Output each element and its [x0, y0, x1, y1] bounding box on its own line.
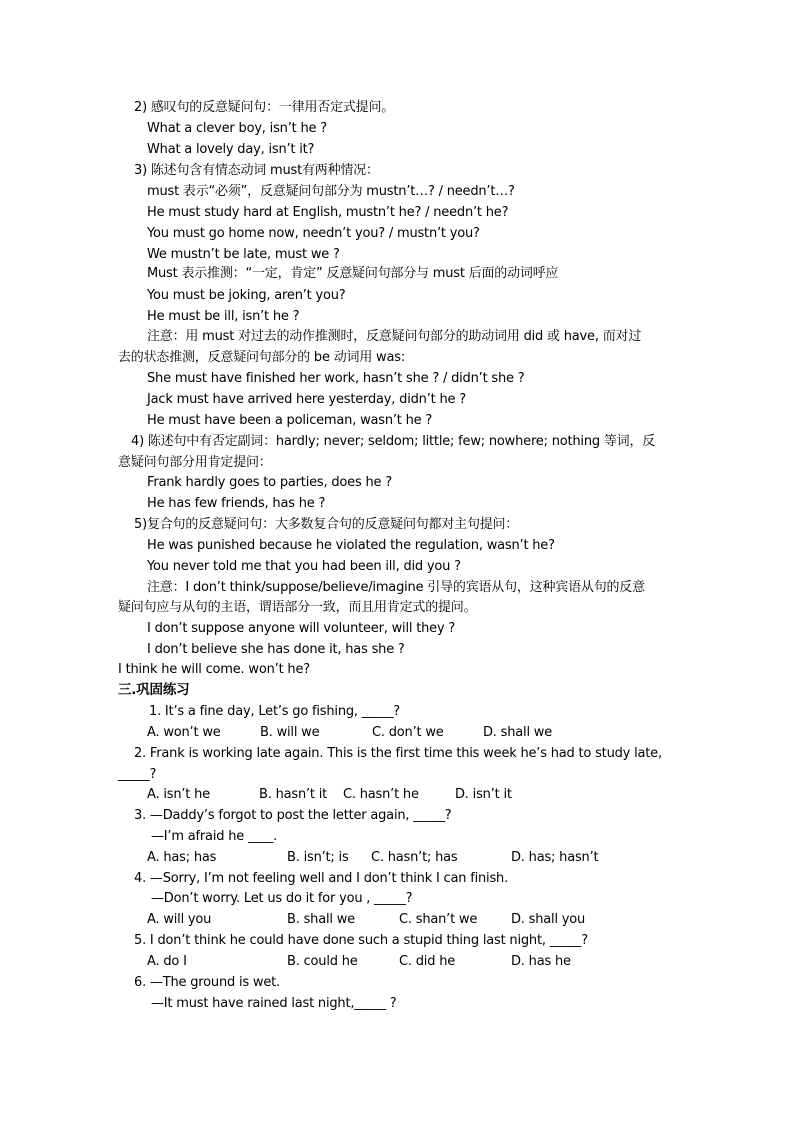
note-text: 去的状态推测，反意疑问句部分的 be 动词用 was: [118, 350, 405, 365]
example-sentence: He must be ill, isn’t he ? [147, 309, 300, 324]
option-b: B. will we [260, 725, 320, 740]
example-sentence: Frank hardly goes to parties, does he ? [147, 475, 392, 490]
option-b: B. hasn’t it [259, 787, 328, 802]
option-a: A. has; has [147, 850, 217, 865]
section-title: 三.巩固练习 [118, 682, 190, 698]
option-d: D. isn’t it [455, 787, 512, 802]
rule-text: Must 表示推测：“一定，肯定” 反意疑问句部分与 must 后面的动词呼应 [147, 266, 559, 281]
example-sentence: I think he will come. won’t he? [118, 662, 310, 677]
question-stem: 6. —The ground is wet. [134, 975, 280, 990]
example-sentence: I don’t suppose anyone will volunteer, will they ? [147, 621, 456, 636]
item-4-heading: 意疑问句部分用肯定提问： [118, 455, 272, 470]
option-a: A. isn’t he [147, 787, 210, 802]
example-sentence: You never told me that you had been ill, did you ? [147, 559, 461, 574]
question-stem: 3. —Daddy’s forgot to post the letter again, _____? [134, 808, 452, 823]
option-b: B. could he [287, 954, 358, 969]
question-stem: 5. I don’t think he could have done such a stupid thing last night, _____? [134, 933, 588, 948]
example-sentence: He has few friends, has he ? [147, 496, 326, 511]
option-a: A. will you [147, 912, 212, 927]
question-reply: —I’m afraid he ____. [151, 829, 278, 844]
example-sentence: Jack must have arrived here yesterday, didn’t he ? [147, 392, 466, 407]
question-stem: 4. —Sorry, I’m not feeling well and I don’t think I can finish. [134, 871, 508, 886]
question-stem: 1. It’s a fine day, Let’s go fishing, _____? [149, 704, 400, 719]
example-sentence: I don’t believe she has done it, has she ? [147, 642, 405, 657]
note-text: 注意：用 must 对过去的动作推测时，反意疑问句部分的助动词用 did 或 have, 而对过 [147, 329, 642, 344]
question-stem: 2. Frank is working late again. This is the first time this week he’s had to study late, [134, 746, 662, 761]
option-d: D. has; hasn’t [511, 850, 599, 865]
example-sentence: He must have been a policeman, wasn’t he ? [147, 413, 433, 428]
option-d: D. has he [511, 954, 571, 969]
option-a: A. do I [147, 954, 187, 969]
question-reply: —Don’t worry. Let us do it for you , _____? [151, 891, 413, 906]
item-5-heading: 5)复合句的反意疑问句：大多数复合句的反意疑问句都对主句提问： [134, 517, 519, 532]
item-2-heading: 2) 感叹句的反意疑问句：一律用否定式提问。 [134, 100, 395, 115]
option-c: C. did he [399, 954, 456, 969]
option-c: C. hasn’t; has [371, 850, 458, 865]
note-text: 疑问句应与从句的主语，谓语部分一致，而且用肯定式的提问。 [118, 600, 477, 615]
option-d: D. shall we [483, 725, 553, 740]
rule-text: must 表示“必须”，反意疑问句部分为 mustn’t…? / needn’t…? [147, 184, 515, 199]
note-text: 注意：I don’t think/suppose/believe/imagine 引导的宾语从句，这种宾语从句的反意 [147, 580, 645, 595]
example-sentence: He was punished because he violated the regulation, wasn’t he? [147, 538, 555, 553]
example-sentence: What a clever boy, isn’t he ? [147, 121, 327, 136]
option-c: C. shan’t we [399, 912, 478, 927]
example-sentence: We mustn’t be late, must we ? [147, 247, 340, 262]
example-sentence: What a lovely day, isn’t it? [147, 142, 315, 157]
question-options [147, 725, 221, 741]
option-b: B. shall we [287, 912, 355, 927]
option-d: D. shall you [511, 912, 586, 927]
option-c: C. hasn’t he [343, 787, 419, 802]
example-sentence: He must study hard at English, mustn’t he? / needn’t he? [147, 205, 509, 220]
example-sentence: She must have finished her work, hasn’t she ? / didn’t she ? [147, 371, 525, 386]
item-4-heading: 4) 陈述句中有否定副词：hardly; never; seldom; little; few; nowhere; nothing 等词，反 [131, 434, 656, 449]
example-sentence: You must be joking, aren’t you? [147, 288, 346, 303]
example-sentence: You must go home now, needn’t you? / mustn’t you? [147, 226, 480, 241]
question-reply: —It must have rained last night,_____ ? [151, 996, 397, 1011]
option-a: A. won’t we [147, 725, 221, 740]
question-stem: _____? [118, 767, 157, 782]
item-3-heading: 3) 陈述句含有情态动词 must有两种情况： [134, 163, 379, 178]
option-c: C. don’t we [372, 725, 444, 740]
option-b: B. isn’t; is [287, 850, 349, 865]
